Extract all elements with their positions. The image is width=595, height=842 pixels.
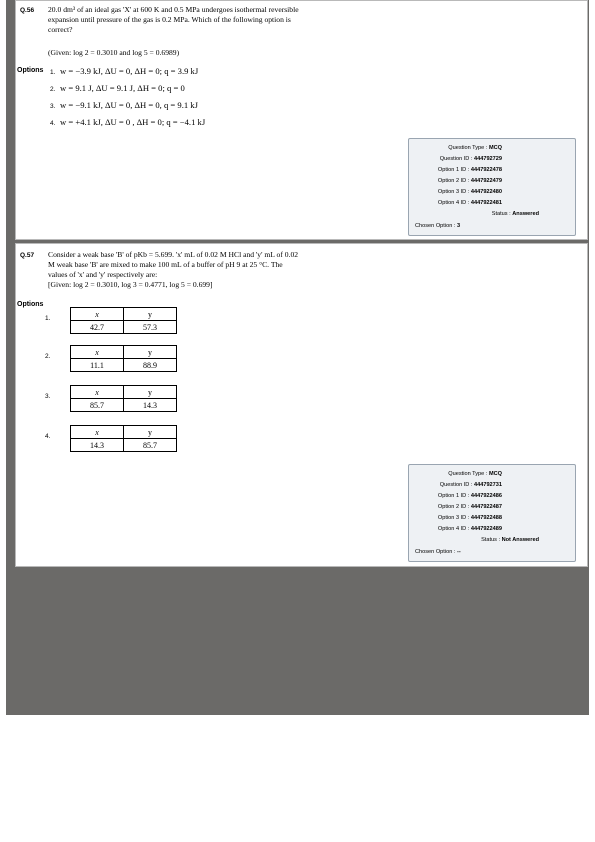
question-text-line: [Given: log 2 = 0.3010, log 3 = 0.4771, log 5 = 0.699] [48,280,213,289]
option-number: 1. [50,69,56,76]
info-status: Status : Answered [491,211,539,217]
options-label: Options [17,67,44,74]
info-option-2-id: Option 2 ID : 4447922487 [437,504,502,510]
option-number: 2. [45,353,51,360]
info-chosen-option: Chosen Option : 3 [415,223,461,229]
question-text-line: expansion until pressure of the gas is 0.2 MPa. Which of the following option is [48,15,291,24]
option-4-table [70,425,177,452]
question-56-panel [15,0,588,240]
y-value: 88.9 [124,359,177,372]
option-4-text: w = +4.1 kJ, ΔU = 0 , ΔH = 0; q = −4.1 kJ [60,117,206,127]
info-option-4-id: Option 4 ID : 4447922489 [437,526,502,532]
question-info-box [408,138,576,236]
options-label: Options [17,301,44,308]
question-number: Q.56 [20,7,35,14]
col-x-header: x [71,386,124,399]
info-option-1-id: Option 1 ID : 4447922478 [437,167,502,173]
question-text-line: correct? [48,25,73,34]
info-question-id: Question ID : 444792729 [439,156,502,162]
col-x-header: x [71,346,124,359]
x-value: 11.1 [71,359,124,372]
question-text-line: values of 'x' and 'y' respectively are: [48,270,158,279]
option-number: 3. [45,393,51,400]
option-number: 3. [50,103,56,110]
info-chosen-option: Chosen Option : -- [415,549,461,555]
option-3-text: w = −9.1 kJ, ΔU = 0, ΔH = 0, q = 9.1 kJ [60,100,198,110]
col-y-header: y [124,426,177,439]
question-text-line: Consider a weak base 'B' of pKb = 5.699. 'x' mL of 0.02 M HCl and 'y' mL of 0.02 [48,250,299,259]
info-question-id: Question ID : 444792731 [439,482,502,488]
question-text-line: 20.0 dm³ of an ideal gas 'X' at 600 K and 0.5 MPa undergoes isothermal reversible [48,5,299,14]
info-option-1-id: Option 1 ID : 4447922486 [437,493,502,499]
y-value: 57.3 [124,321,177,334]
col-x-header: x [71,426,124,439]
question-text [48,5,299,35]
option-2-table [70,345,177,372]
col-x-header: x [71,308,124,321]
option-1-table [70,307,177,334]
info-question-type: Question Type : MCQ [448,471,502,477]
option-number: 2. [50,86,56,93]
x-value: 42.7 [71,321,124,334]
x-value: 14.3 [71,439,124,452]
info-option-4-id: Option 4 ID : 4447922481 [437,200,502,206]
info-status: Status : Not Answered [481,537,539,543]
question-text [48,250,298,290]
y-value: 85.7 [124,439,177,452]
option-number: 4. [50,120,56,127]
info-option-3-id: Option 3 ID : 4447922488 [437,515,502,521]
option-2-text: w = 9.1 J, ΔU = 9.1 J, ΔH = 0; q = 0 [60,83,185,93]
question-number: Q.57 [20,252,35,259]
x-value: 85.7 [71,399,124,412]
y-value: 14.3 [124,399,177,412]
option-number: 4. [45,433,51,440]
col-y-header: y [124,346,177,359]
response-sheet [6,0,589,715]
info-option-2-id: Option 2 ID : 4447922479 [437,178,502,184]
info-option-3-id: Option 3 ID : 4447922480 [437,189,502,195]
col-y-header: y [124,308,177,321]
question-text-line: M weak base 'B' are mixed to make 100 mL of a buffer of pH 9 at 25 °C. The [48,260,283,269]
question-57-panel [15,243,588,567]
info-question-type: Question Type : MCQ [448,145,502,151]
col-y-header: y [124,386,177,399]
option-3-table [70,385,177,412]
question-info-box [408,464,576,562]
option-number: 1. [45,315,51,322]
question-given: (Given: log 2 = 0.3010 and log 5 = 0.6989) [48,48,180,57]
option-1-text: w = −3.9 kJ, ΔU = 0, ΔH = 0; q = 3.9 kJ [60,66,199,76]
